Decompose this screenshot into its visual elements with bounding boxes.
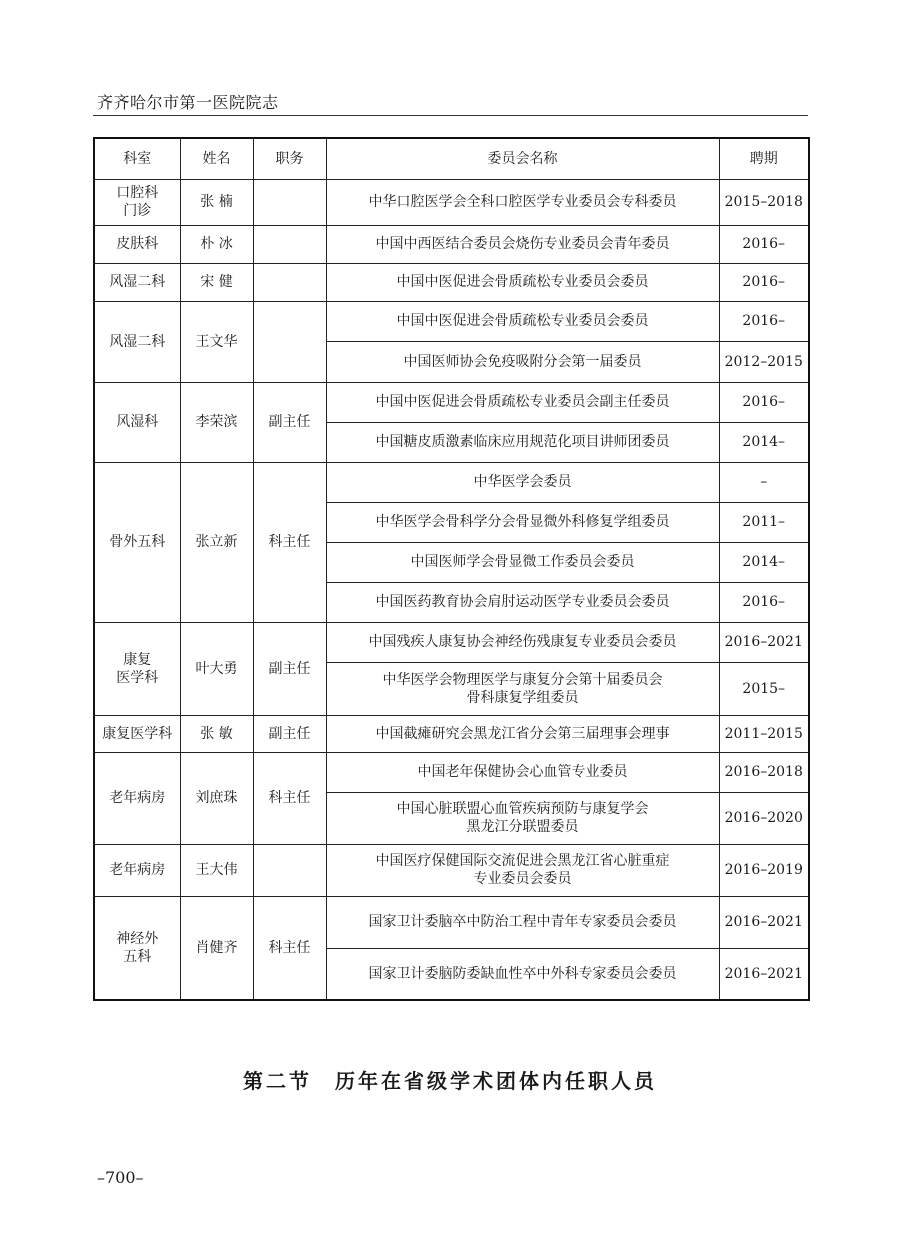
table-row [94,752,809,792]
dept-cell: 康复医学科 [102,725,173,742]
term-cell: 2016–2021 [724,634,803,650]
header-title: 职务 [253,138,326,179]
committee-cell: 中国残疾人康复协会神经伤残康复专业委员会委员 [368,634,677,650]
committee-cell: 中国医疗保健国际交流促进会黑龙江省心脏重症 专业委员会委员 [375,853,670,887]
term-cell: 2015– [742,680,786,697]
term-cell: 2016– [742,313,786,329]
table-row [94,225,809,263]
name-cell: 肖健齐 [195,939,238,956]
table-row [94,715,809,752]
committee-cell: 中国糖皮质激素临床应用规范化项目讲师团委员 [375,434,670,450]
title-cell: 副主任 [268,725,311,742]
header-term: 聘期 [719,138,809,179]
committee-cell: 中国截瘫研究会黑龙江省分会第三届理事会理事 [375,725,670,742]
header-rule [93,115,808,116]
committee-cell: 中国医师学会骨显微工作委员会委员 [410,554,635,570]
committee-cell: 中国医药教育协会肩肘运动医学专业委员会委员 [375,594,670,610]
dept-cell: 皮肤科 [116,236,159,252]
header-committee: 委员会名称 [326,138,719,179]
name-cell: 王大伟 [195,862,238,878]
table-row [94,622,809,662]
term-cell: 2014– [742,434,786,450]
term-cell: 2016– [742,394,786,410]
term-cell: 2015–2018 [724,194,803,210]
dept-cell: 老年病房 [109,790,166,806]
table-row [94,462,809,502]
committee-cell: 中国中医促进会骨质疏松专业委员会委员 [396,313,649,329]
committee-cell: 中华医学会物理医学与康复分会第十届委员会 骨科康复学组委员 [382,671,663,706]
committee-cell: 中华医学会骨科学分会骨显微外科修复学组委员 [375,514,670,530]
dept-cell: 老年病房 [109,862,166,878]
dept-cell: 风湿二科 [109,333,166,350]
committee-cell: 中国中西医结合委员会烧伤专业委员会青年委员 [375,236,670,252]
term-cell: 2016– [742,274,786,290]
dept-cell: 口腔科 门诊 [116,185,159,219]
page-number: –700– [97,1168,144,1187]
term-cell: – [760,474,768,490]
header-name: 姓名 [180,138,253,179]
table-row [94,896,809,948]
term-cell: 2011– [742,514,786,530]
table-row [94,263,809,301]
committee-cell: 中国中医促进会骨质疏松专业委员会委员 [396,274,649,290]
running-head: 齐齐哈尔市第一医院院志 [97,93,279,112]
dept-cell: 骨外五科 [109,534,166,550]
term-cell: 2016–2021 [724,914,803,930]
term-cell: 2016–2019 [724,862,803,878]
header-dept: 科室 [94,138,180,179]
name-cell: 张 楠 [200,194,233,210]
name-cell: 张立新 [195,534,238,550]
term-cell: 2011–2015 [724,725,803,742]
title-cell: 科主任 [268,534,311,550]
committee-roster-table [93,137,810,1001]
committee-cell: 国家卫计委脑卒中防治工程中青年专家委员会委员 [368,914,677,930]
dept-cell: 康复 医学科 [116,651,159,686]
table-row [94,844,809,896]
title-cell: 科主任 [268,790,311,806]
term-cell: 2016–2020 [724,810,803,826]
committee-cell: 中国心脏联盟心血管疾病预防与康复学会 黑龙江分联盟委员 [396,801,649,835]
committee-cell: 国家卫计委脑防委缺血性卒中外科专家委员会委员 [368,965,677,982]
name-cell: 刘庶珠 [195,790,238,806]
term-cell: 2016– [742,594,786,610]
title-cell: 副主任 [268,414,311,430]
name-cell: 叶大勇 [195,660,238,677]
table-row [94,301,809,341]
committee-cell: 中国老年保健协会心血管专业委员 [417,764,628,780]
committee-cell: 中国中医促进会骨质疏松专业委员会副主任委员 [375,394,670,410]
dept-cell: 风湿二科 [109,274,166,290]
name-cell: 李荣滨 [195,414,238,430]
committee-cell: 中华口腔医学会全科口腔医学专业委员会专科委员 [368,194,677,210]
table-body [94,179,809,1000]
table-row [94,382,809,422]
dept-cell: 风湿科 [116,414,159,430]
term-cell: 2016– [742,236,786,252]
name-cell: 王文华 [195,333,238,350]
title-cell: 副主任 [268,660,311,677]
section-heading: 第二节 历年在省级学术团体内任职人员 [243,1069,657,1093]
title-cell: 科主任 [268,939,311,956]
name-cell: 朴 冰 [200,236,233,252]
name-cell: 宋 健 [200,274,233,290]
term-cell: 2016–2021 [724,965,803,982]
table-header-row [94,138,809,179]
dept-cell: 神经外 五科 [116,930,159,965]
committee-cell: 中华医学会委员 [473,474,572,490]
term-cell: 2016–2018 [724,764,803,780]
committee-cell: 中国医师协会免疫吸附分会第一届委员 [403,353,642,370]
name-cell: 张 敏 [200,725,233,742]
term-cell: 2014– [742,554,786,570]
term-cell: 2012–2015 [724,353,803,370]
table-row [94,179,809,225]
